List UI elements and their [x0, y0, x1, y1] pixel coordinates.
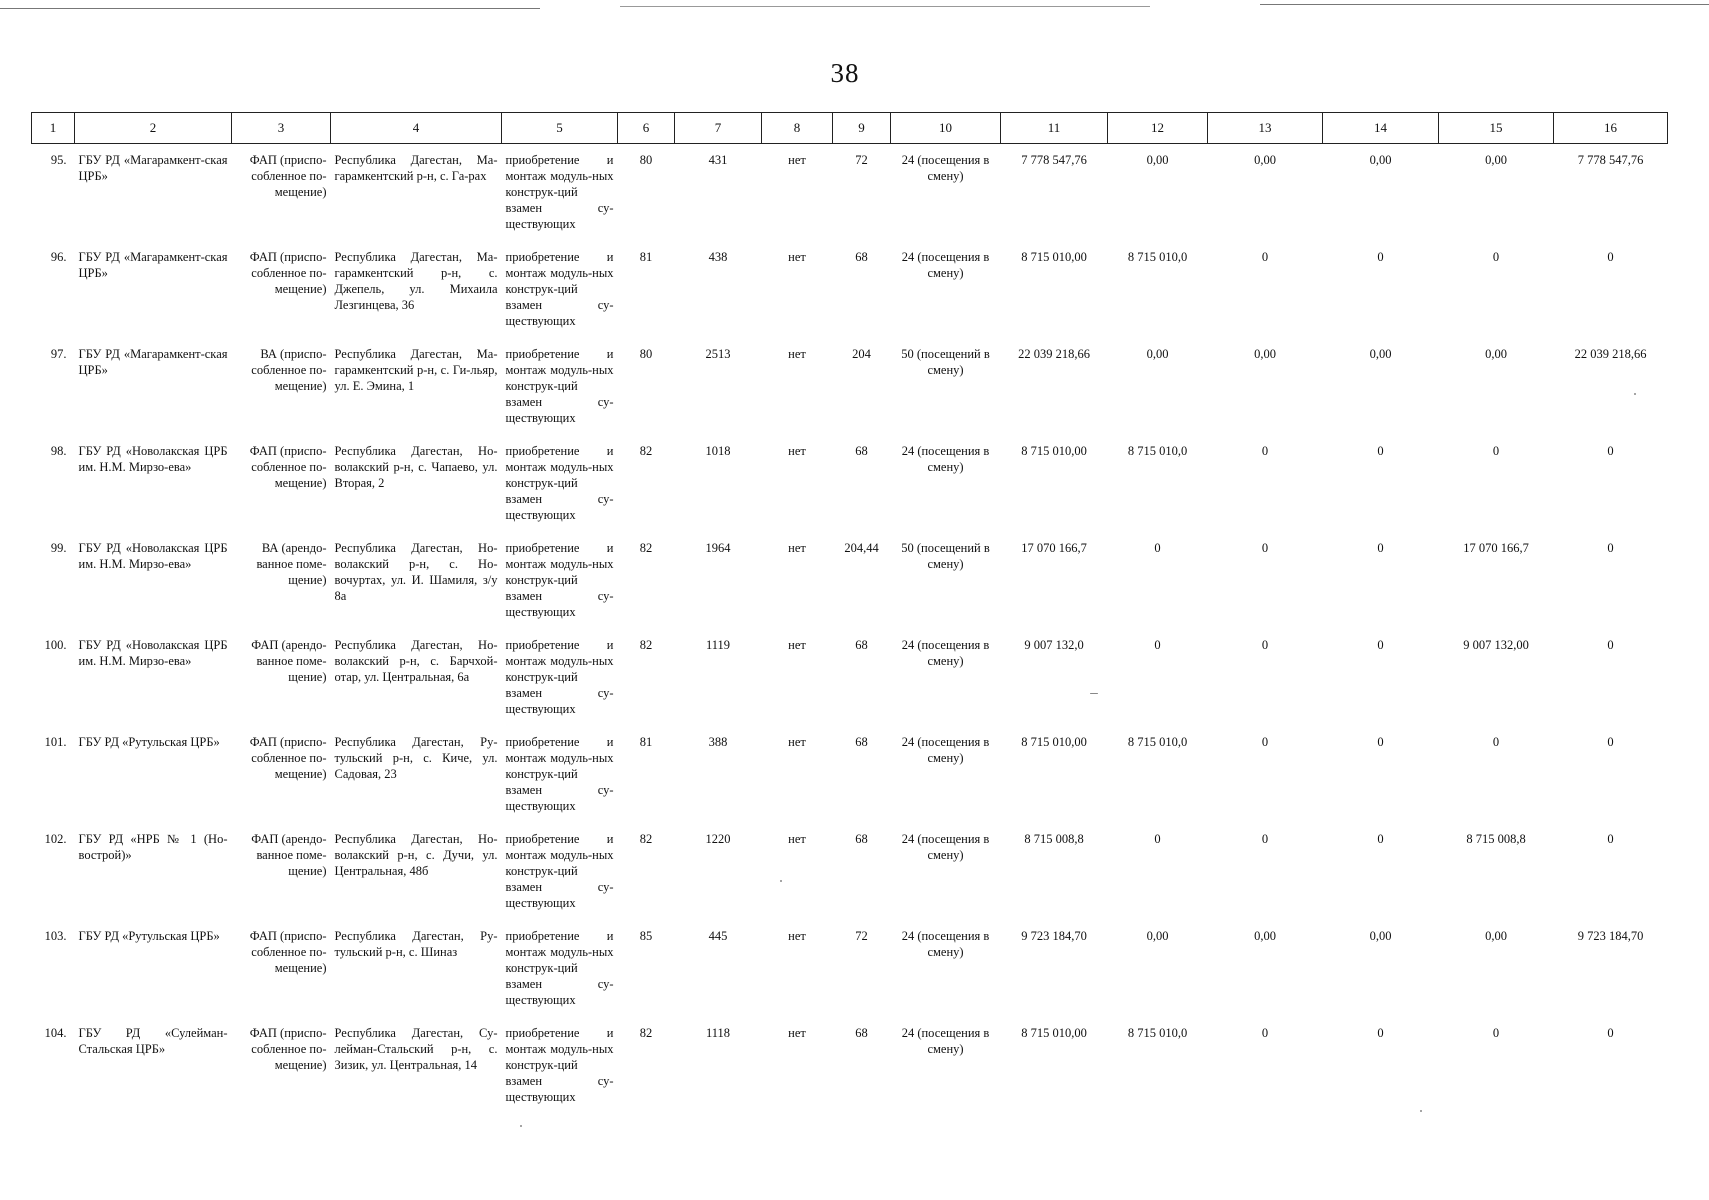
- cell-col-8: нет: [788, 541, 806, 555]
- cell-col-8: нет: [788, 1026, 806, 1040]
- column-header-10: 10: [891, 113, 1001, 144]
- column-header-2: 2: [75, 113, 232, 144]
- cell-col-5: приобретение и монтаж модуль-ных конструк-ций взамен су-ществующих: [505, 1026, 614, 1104]
- page-number: 38: [830, 58, 860, 88]
- cell-col-6: 82: [639, 1026, 653, 1040]
- cell-col-16: 0: [1607, 638, 1614, 652]
- cell-col-5: приобретение и монтаж модуль-ных конструк-ций взамен су-ществующих: [505, 347, 614, 425]
- cell-col-6: 85: [639, 929, 653, 943]
- cell-col-9: 68: [855, 250, 868, 264]
- cell-col-1: 95.: [50, 153, 67, 167]
- cell-col-8: нет: [788, 347, 806, 361]
- cell-col-1: 103.: [44, 929, 67, 943]
- cell-col-4: Республика Дагестан, Ру-тульский р-н, с. Киче, ул. Садовая, 23: [334, 735, 498, 781]
- cell-col-16: 0: [1607, 250, 1614, 264]
- cell-col-10: 24 (посещения в смену): [901, 444, 990, 474]
- table-row: [32, 726, 1668, 823]
- cell-col-2: ГБУ РД «Магарамкент-ская ЦРБ»: [78, 347, 228, 377]
- cell-col-12: 0: [1154, 638, 1161, 652]
- cell-col-3: ФАП (приспо-собленное по-мещение): [249, 250, 327, 296]
- cell-col-6: 81: [639, 250, 653, 264]
- cell-col-7: 445: [708, 929, 728, 943]
- cell-col-14: 0: [1377, 1026, 1384, 1040]
- cell-col-8: нет: [788, 735, 806, 749]
- cell-col-13: 0,00: [1254, 929, 1276, 943]
- cell-col-2: ГБУ РД «Магарамкент-ская ЦРБ»: [78, 250, 228, 280]
- cell-col-3: ФАП (приспо-собленное по-мещение): [249, 929, 327, 975]
- cell-col-13: 0,00: [1254, 347, 1276, 361]
- cell-col-16: 0: [1607, 735, 1614, 749]
- cell-col-14: 0,00: [1369, 347, 1392, 361]
- scan-speck: [1634, 393, 1636, 395]
- cell-col-4: Республика Дагестан, Но-волакский р-н, с. Но-вочуртах, ул. И. Шамиля, з/у 8а: [334, 541, 498, 603]
- cell-col-16: 0: [1607, 541, 1614, 555]
- table-row: [32, 532, 1668, 629]
- cell-col-10: 24 (посещения в смену): [901, 638, 990, 668]
- table-row: [32, 920, 1668, 1017]
- cell-col-9: 72: [855, 153, 868, 167]
- cell-col-5: приобретение и монтаж модуль-ных конструк-ций взамен су-ществующих: [505, 735, 614, 813]
- cell-col-2: ГБУ РД «Новолакская ЦРБ им. Н.М. Мирзо-ева»: [78, 541, 228, 571]
- cell-col-5: приобретение и монтаж модуль-ных конструк-ций взамен су-ществующих: [505, 250, 614, 328]
- table-row: [32, 629, 1668, 726]
- cell-col-14: 0,00: [1369, 153, 1392, 167]
- cell-col-16: 7 778 547,76: [1577, 153, 1644, 167]
- table-row: [32, 241, 1668, 338]
- cell-col-10: 24 (посещения в смену): [901, 735, 990, 765]
- column-header-4: 4: [331, 113, 502, 144]
- cell-col-1: 104.: [44, 1026, 67, 1040]
- cell-col-14: 0: [1377, 250, 1384, 264]
- cell-col-10: 24 (посещения в смену): [901, 1026, 990, 1056]
- cell-col-7: 1220: [705, 832, 731, 846]
- cell-col-5: приобретение и монтаж модуль-ных конструк-ций взамен су-ществующих: [505, 832, 614, 910]
- cell-col-10: 24 (посещения в смену): [901, 250, 990, 280]
- cell-col-9: 72: [855, 929, 868, 943]
- cell-col-12: 8 715 010,0: [1127, 250, 1188, 264]
- cell-col-10: 24 (посещения в смену): [901, 832, 990, 862]
- cell-col-3: ФАП (приспо-собленное по-мещение): [249, 153, 327, 199]
- cell-col-4: Республика Дагестан, Но-волакский р-н, с. Чапаево, ул. Вторая, 2: [334, 444, 498, 490]
- cell-col-8: нет: [788, 638, 806, 652]
- cell-col-10: 50 (посещений в смену): [901, 541, 990, 571]
- cell-col-5: приобретение и монтаж модуль-ных конструк-ций взамен су-ществующих: [505, 444, 614, 522]
- scan-artifact-line: [0, 8, 540, 9]
- cell-col-7: 1964: [705, 541, 731, 555]
- cell-col-2: ГБУ РД «Рутульская ЦРБ»: [78, 929, 220, 943]
- cell-col-12: 8 715 010,0: [1127, 444, 1188, 458]
- cell-col-11: 8 715 010,00: [1021, 1026, 1087, 1040]
- cell-col-12: 0,00: [1146, 347, 1169, 361]
- cell-col-1: 96.: [50, 250, 67, 264]
- cell-col-13: 0: [1261, 541, 1269, 555]
- column-header-5: 5: [502, 113, 618, 144]
- cell-col-6: 80: [639, 153, 653, 167]
- cell-col-13: 0: [1261, 735, 1269, 749]
- cell-col-2: ГБУ РД «Сулейман-Стальская ЦРБ»: [78, 1026, 228, 1056]
- column-header-12: 12: [1108, 113, 1208, 144]
- cell-col-16: 0: [1607, 444, 1614, 458]
- cell-col-9: 68: [855, 1026, 868, 1040]
- cell-col-5: приобретение и монтаж модуль-ных конструк-ций взамен су-ществующих: [505, 929, 614, 1007]
- cell-col-9: 204,44: [844, 541, 879, 555]
- cell-col-4: Республика Дагестан, Ма-гарамкентский р-н, с. Джепель, ул. Михаила Лезгинцева, 36: [334, 250, 498, 312]
- table-row: [32, 338, 1668, 435]
- cell-col-8: нет: [788, 832, 806, 846]
- data-table: [31, 112, 1668, 1114]
- cell-col-8: нет: [788, 250, 806, 264]
- cell-col-3: ФАП (приспо-собленное по-мещение): [249, 444, 327, 490]
- cell-col-11: 8 715 010,00: [1021, 735, 1087, 749]
- column-header-14: 14: [1323, 113, 1439, 144]
- cell-col-15: 0: [1492, 250, 1500, 264]
- cell-col-10: 50 (посещений в смену): [901, 347, 990, 377]
- cell-col-10: 24 (посещения в смену): [901, 929, 990, 959]
- cell-col-11: 8 715 010,00: [1021, 444, 1087, 458]
- cell-col-16: 0: [1607, 832, 1614, 846]
- cell-col-7: 1018: [705, 444, 731, 458]
- cell-col-14: 0: [1377, 541, 1384, 555]
- cell-col-11: 7 778 547,76: [1021, 153, 1087, 167]
- cell-col-2: ГБУ РД «Магарамкент-ская ЦРБ»: [78, 153, 228, 183]
- cell-col-7: 1119: [705, 638, 731, 652]
- cell-col-11: 8 715 010,00: [1021, 250, 1087, 264]
- cell-col-15: 0,00: [1485, 929, 1507, 943]
- cell-col-3: ФАП (арендо-ванное поме-щение): [251, 832, 327, 878]
- cell-col-11: 22 039 218,66: [1018, 347, 1090, 361]
- cell-col-5: приобретение и монтаж модуль-ных конструк-ций взамен су-ществующих: [505, 541, 614, 619]
- cell-col-10: 24 (посещения в смену): [901, 153, 990, 183]
- cell-col-6: 82: [639, 832, 653, 846]
- table-row: [32, 1017, 1668, 1114]
- column-header-7: 7: [675, 113, 762, 144]
- cell-col-6: 80: [639, 347, 653, 361]
- cell-col-15: 8 715 008,8: [1466, 832, 1526, 846]
- cell-col-1: 102.: [44, 832, 67, 846]
- header-row: [32, 113, 1668, 144]
- cell-col-7: 431: [708, 153, 728, 167]
- cell-col-15: 9 007 132,00: [1463, 638, 1529, 652]
- cell-col-4: Республика Дагестан, Ру-тульский р-н, с. Шиназ: [334, 929, 498, 959]
- cell-col-3: ФАП (приспо-собленное по-мещение): [249, 735, 327, 781]
- cell-col-3: ВА (арендо-ванное поме-щение): [256, 541, 327, 587]
- cell-col-13: 0,00: [1254, 153, 1276, 167]
- cell-col-14: 0: [1377, 832, 1384, 846]
- cell-col-11: 9 723 184,70: [1021, 929, 1087, 943]
- cell-col-11: 9 007 132,0: [1024, 638, 1084, 652]
- cell-col-9: 204: [852, 347, 871, 361]
- column-header-13: 13: [1208, 113, 1323, 144]
- cell-col-12: 8 715 010,0: [1127, 1026, 1188, 1040]
- cell-col-11: 8 715 008,8: [1024, 832, 1084, 846]
- scan-speck: [520, 1125, 522, 1127]
- scan-artifact-line: [1260, 4, 1709, 5]
- cell-col-15: 0: [1492, 735, 1500, 749]
- cell-col-9: 68: [855, 735, 868, 749]
- cell-col-14: 0: [1377, 638, 1384, 652]
- cell-col-2: ГБУ РД «Рутульская ЦРБ»: [78, 735, 220, 749]
- cell-col-6: 81: [639, 735, 653, 749]
- column-header-15: 15: [1439, 113, 1554, 144]
- cell-col-4: Республика Дагестан, Но-волакский р-н, с. Дучи, ул. Центральная, 48б: [334, 832, 498, 878]
- cell-col-2: ГБУ РД «Новолакская ЦРБ им. Н.М. Мирзо-ева»: [78, 444, 228, 474]
- column-header-11: 11: [1001, 113, 1108, 144]
- cell-col-1: 101.: [44, 735, 67, 749]
- cell-col-8: нет: [788, 153, 806, 167]
- cell-col-8: нет: [788, 929, 806, 943]
- column-header-6: 6: [618, 113, 675, 144]
- cell-col-1: 100.: [44, 638, 67, 652]
- cell-col-15: 0,00: [1485, 347, 1507, 361]
- cell-col-7: 1118: [705, 1026, 731, 1040]
- cell-col-9: 68: [855, 832, 868, 846]
- cell-col-7: 2513: [705, 347, 731, 361]
- cell-col-6: 82: [639, 541, 653, 555]
- column-header-8: 8: [762, 113, 833, 144]
- cell-col-9: 68: [855, 638, 868, 652]
- cell-col-5: приобретение и монтаж модуль-ных конструк-ций взамен су-ществующих: [505, 638, 614, 716]
- cell-col-14: 0: [1377, 735, 1384, 749]
- cell-col-7: 438: [708, 250, 728, 264]
- cell-col-11: 17 070 166,7: [1021, 541, 1087, 555]
- cell-col-6: 82: [639, 638, 653, 652]
- cell-col-6: 82: [639, 444, 653, 458]
- cell-col-13: 0: [1261, 638, 1269, 652]
- cell-col-15: 0,00: [1485, 153, 1507, 167]
- cell-col-2: ГБУ РД «Новолакская ЦРБ им. Н.М. Мирзо-ева»: [78, 638, 228, 668]
- cell-col-13: 0: [1261, 832, 1269, 846]
- cell-col-3: ВА (приспо-собленное по-мещение): [251, 347, 327, 393]
- scan-speck: [780, 880, 782, 882]
- table-row: [32, 144, 1668, 242]
- cell-col-4: Республика Дагестан, Су-лейман-Стальский р-н, с. Зизик, ул. Центральная, 14: [334, 1026, 498, 1072]
- cell-col-1: 97.: [50, 347, 67, 361]
- cell-col-2: ГБУ РД «НРБ № 1 (Но-вострой)»: [78, 832, 228, 862]
- scan-speck: [1420, 1110, 1422, 1112]
- cell-col-1: 98.: [50, 444, 67, 458]
- column-header-3: 3: [232, 113, 331, 144]
- column-header-1: 1: [32, 113, 75, 144]
- column-header-9: 9: [833, 113, 891, 144]
- column-header-16: 16: [1554, 113, 1668, 144]
- cell-col-1: 99.: [50, 541, 67, 555]
- cell-col-13: 0: [1261, 1026, 1269, 1040]
- cell-col-7: 388: [708, 735, 728, 749]
- cell-col-15: 0: [1492, 444, 1500, 458]
- scan-speck: [1090, 693, 1098, 694]
- cell-col-15: 17 070 166,7: [1463, 541, 1529, 555]
- cell-col-12: 0: [1154, 541, 1161, 555]
- cell-col-14: 0: [1377, 444, 1384, 458]
- cell-col-12: 0,00: [1146, 153, 1169, 167]
- table-row: [32, 823, 1668, 920]
- cell-col-4: Республика Дагестан, Ма-гарамкентский р-н, с. Ги-льяр, ул. Е. Эмина, 1: [334, 347, 498, 393]
- cell-col-14: 0,00: [1369, 929, 1392, 943]
- table-row: [32, 435, 1668, 532]
- cell-col-3: ФАП (приспо-собленное по-мещение): [249, 1026, 327, 1072]
- cell-col-13: 0: [1261, 250, 1269, 264]
- cell-col-3: ФАП (арендо-ванное поме-щение): [251, 638, 327, 684]
- cell-col-16: 22 039 218,66: [1574, 347, 1647, 361]
- cell-col-12: 0: [1154, 832, 1161, 846]
- cell-col-16: 0: [1607, 1026, 1614, 1040]
- cell-col-5: приобретение и монтаж модуль-ных конструк-ций взамен су-ществующих: [505, 153, 614, 231]
- scan-artifact-line: [620, 6, 1150, 7]
- cell-col-12: 0,00: [1146, 929, 1169, 943]
- cell-col-15: 0: [1492, 1026, 1500, 1040]
- cell-col-8: нет: [788, 444, 806, 458]
- cell-col-16: 9 723 184,70: [1577, 929, 1644, 943]
- cell-col-12: 8 715 010,0: [1127, 735, 1188, 749]
- cell-col-9: 68: [855, 444, 868, 458]
- cell-col-13: 0: [1261, 444, 1269, 458]
- cell-col-4: Республика Дагестан, Но-волакский р-н, с. Барчхой-отар, ул. Центральная, 6а: [334, 638, 498, 684]
- cell-col-4: Республика Дагестан, Ма-гарамкентский р-н, с. Га-рах: [334, 153, 498, 183]
